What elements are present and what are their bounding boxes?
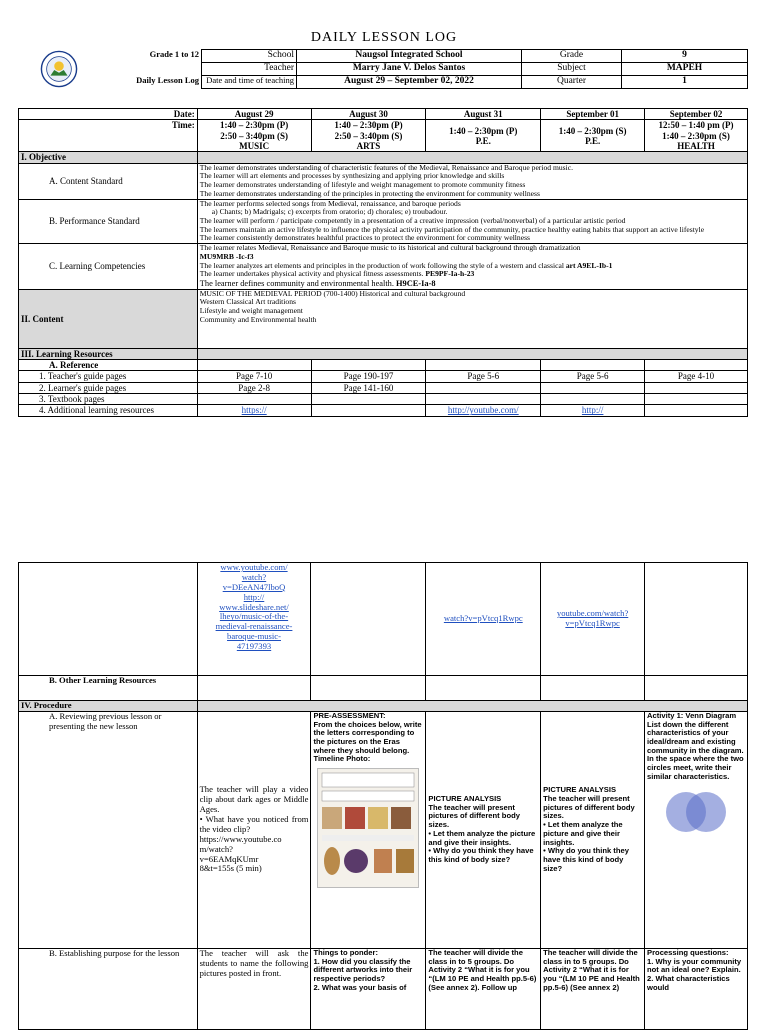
procedure-line: • Why do you think they have this kind of body size? [428,846,534,865]
procedure-a-pe1 [426,711,541,948]
lesson-log-table [18,108,748,417]
links-cell [197,563,311,676]
resource-row-label: 3. Textbook pages [19,394,198,405]
resource-cell [541,382,645,393]
learning-competencies-text [197,244,747,290]
procedure-line: 1. Why is your community not an ideal one? Explain. [647,956,742,975]
competency-code: H9CE-Ia-8 [396,279,436,289]
standard-line: The learner will perform / participate competently in a presentation of a creative impression (verbal/nonverbal) of a particular artistic period [199,216,626,226]
resource-cell: Page 7-10 [197,371,311,382]
procedure-line: The teacher will present pictures of different body sizes. [428,802,520,830]
timeline-photo-image [317,768,419,888]
log-label: Daily Lesson Log [82,76,202,89]
resource-link[interactable]: www.youtube.com/ [220,562,288,572]
day-time-cell [645,120,748,152]
procedure-b-pe2: The teacher will divide the class in to 5 groups. Do Activity 2 “What it is for you “(LM 10 PE and Health pp.5-6) (See annex 2) [541,948,645,1029]
day-time-cell [426,120,541,152]
subject-value: MAPEH [622,63,748,76]
content-line: Western Classical Art traditions [199,297,296,307]
performance-standard-label: B. Performance Standard [19,199,198,244]
competency-line: The learner undertakes physical activity and physical fitness assessments. [199,269,424,279]
teacher-value: Marry Jane V. Delos Santos [297,63,522,76]
section-content: II. Content [19,289,198,348]
procedure-a-music [197,711,311,948]
quarter-label: Quarter [522,76,622,89]
grade-value: 9 [622,50,748,63]
day-time: 1:40 – 2:30pm (S) [558,125,627,136]
resource-link[interactable]: v=DEeAN47lboQ [222,581,286,592]
subject-label: Subject [522,63,622,76]
day-date: September 02 [645,109,748,120]
day-time: 1:40 – 2:30pm (S) [662,130,730,141]
resource-cell: Page 5-6 [541,371,645,382]
time-row-label: Time: [19,120,198,152]
procedure-line: • What have you noticed from the video clip? [199,814,309,834]
day-time: 2:50 – 3:40pm (S) [334,130,403,141]
resource-link[interactable]: 47197393 [236,641,272,651]
standard-line: The learner demonstrates understanding of lifestyle and weight management to promote community fitness [199,180,526,190]
procedure-b-music: The teacher will ask the students to name the following pictures posted in front. [197,948,311,1029]
header-table [18,49,748,89]
procedure-line: PRE-ASSESSMENT: [313,710,386,720]
resource-link[interactable]: watch? [241,571,267,582]
quarter-value: 1 [622,76,748,89]
resource-link[interactable]: http:// [581,405,604,416]
procedure-line: • Let them analyze the picture and give their insights. [428,828,536,847]
day-date: August 30 [311,109,426,120]
section-objective: I. Objective [19,152,198,163]
resource-row-label: 1. Teacher's guide pages [19,371,198,382]
procedure-line: 1. How did you classify the different artworks into their respective periods? [313,956,413,984]
standard-line: The learners maintain an active lifestyle to influence the physical activity participation of the community, practice healthy eating habits that support an active lifestyle [199,224,705,234]
school-label: School [202,50,297,63]
venn-diagram-image [656,788,736,838]
procedure-line: Things to ponder: [313,947,378,957]
procedure-line: PICTURE ANALYSIS [543,785,617,795]
procedure-b-pe1: The teacher will divide the class in to 5 groups. Do Activity 2 “What it is for you “(LM 10 PE and Health pp.5-6) (See annex 2). Follow up [426,948,541,1029]
other-resources-label: B. Other Learning Resources [19,676,198,701]
standard-line: The learner will art elements and processes by synthesizing and applying prior knowledge and skills [199,171,505,181]
resource-row-label: 2. Learner's guide pages [19,382,198,393]
resource-link[interactable]: https:// [241,405,267,416]
day-time: 2:50 – 3:40pm (S) [220,130,289,141]
resource-link[interactable]: lheyo/music-of-the- [219,611,289,622]
day-subject: P.E. [475,135,491,146]
grade-label: Grade [522,50,622,63]
competency-line: The learner relates Medieval, Renaissance and Baroque music to its historical and cultural background through dramatization [199,243,581,253]
content-line: MUSIC OF THE MEDIEVAL PERIOD (700-1400) Historical and cultural background [199,288,466,298]
resource-cell: Page 2-8 [197,382,311,393]
day-time: 1:40 – 2:30pm (P) [449,125,518,136]
day-subject: HEALTH [677,141,715,152]
resource-link[interactable]: v=pVtcq1Rwpc [565,618,620,628]
day-date: August 31 [426,109,541,120]
resource-link[interactable]: medieval-renaissance- [215,621,293,632]
resource-cell [645,382,748,393]
procedure-line: 2. What was your basis of [313,982,407,992]
content-text [197,289,747,348]
procedure-line: 8&t=155s (5 min) [199,863,262,874]
competency-line: The learner defines community and environmental health. [199,279,394,289]
grade-range: Grade 1 to 12 [149,48,199,59]
standard-line: The learner consistently demonstrates healthful practices to protect the environment for community wellness [199,233,530,243]
day-time-cell [541,120,645,152]
resource-link[interactable]: www.slideshare.net/ [219,601,289,612]
day-date: September 01 [541,109,645,120]
day-time: 12:50 – 1:40 pm (P) [658,120,734,131]
standard-line: The learner demonstrates understanding of the principles in protecting the environment for community wellness [199,188,540,198]
time-label: Date and time of teaching [202,76,297,89]
lesson-log-table-continued [18,562,748,1030]
resource-cell: Page 4-10 [645,371,748,382]
time-value: August 29 – September 02, 2022 [297,76,522,89]
reference-label: A. Reference [19,360,198,371]
procedure-line: v=6EAMqKUmr [199,853,259,864]
procedure-line: Activity 1: Venn Diagram [647,710,737,720]
procedure-line: • Why do you think they have this kind of body size? [543,846,629,873]
learning-competencies-label: C. Learning Competencies [19,244,198,290]
day-subject: MUSIC [239,141,270,152]
standard-line: a) Chants; b) Madrigals; c) excerpts from oratorio; d) chorales; e) troubadour. [211,207,448,217]
procedure-line: m/watch? [199,843,233,854]
day-subject: P.E. [585,135,601,146]
competency-code: art A9EL-Ib-1 [565,260,613,270]
resource-cell: Page 190-197 [311,371,426,382]
competency-code: PE9PF-Ia-h-23 [425,269,475,279]
procedure-line: From the choices below, write the letters corresponding to the pictures on the Eras where they should belong. Timeline Photo: [313,719,422,764]
procedure-a-arts [311,711,426,948]
content-standard-text [197,163,747,199]
performance-standard-text [197,199,747,244]
procedure-b-health [645,948,748,1029]
procedure-line: PICTURE ANALYSIS [428,794,502,803]
procedure-line: The teacher will play a video clip about dark ages or Middle Ages. [199,784,309,815]
content-line: Lifestyle and weight management [199,306,303,316]
resource-link[interactable]: baroque-music- [227,631,281,642]
competency-line: The learner analyzes art elements and principles in the production of work following the style of a western and classical [199,260,564,270]
procedure-line: 2. What characteristics would [647,974,730,992]
resource-link[interactable]: http:// [243,591,265,602]
procedure-a-pe2 [541,711,645,948]
procedure-line: List down the different characteristics of your ideal/dream and existing community in the diagram. In the space where the two circles meet, write their similar characteristics. [647,719,744,781]
procedure-a-health [645,711,748,948]
standard-line: The learner performs selected songs from Medieval, renaissance, and baroque periods [199,198,461,208]
resource-link[interactable]: watch?v=pVtcq1Rwpc [443,613,523,624]
day-subject: ARTS [356,141,381,152]
day-time: 1:40 – 2:30pm (P) [220,120,289,131]
resource-cell: Page 141-160 [311,382,426,393]
procedure-line: https://www.youtube.co [199,833,282,844]
content-standard-label: A. Content Standard [19,163,198,199]
procedure-line: The teacher will present pictures of different body sizes. [543,794,635,821]
procedure-a-label: A. Reviewing previous lesson or presenting the new lesson [19,711,198,948]
procedure-b-label: B. Establishing purpose for the lesson [19,948,198,1029]
day-date: August 29 [197,109,311,120]
section-procedure: IV. Procedure [19,701,198,712]
content-line: Community and Environmental health [199,314,317,324]
resource-cell [426,382,541,393]
document-title: DAILY LESSON LOG [310,30,458,45]
date-label: Date: [19,109,198,120]
resource-cell: Page 5-6 [426,371,541,382]
day-time-cell [311,120,426,152]
standard-line: The learner demonstrates understanding of characteristic features of the Medieval, Renaissance and Baroque period music. [199,162,573,172]
competency-code: MU9MRB -Ic-f3 [199,251,254,261]
day-time-cell [197,120,311,152]
school-value: Naugsol Integrated School [297,50,522,63]
resource-link[interactable]: http://youtube.com/ [447,405,519,416]
procedure-line: Processing questions: [647,947,729,957]
procedure-b-arts [311,948,426,1029]
day-time: 1:40 – 2:30pm (P) [334,120,403,131]
resource-row-label: 4. Additional learning resources [19,405,198,416]
procedure-line: • Let them analyze the picture and give their insights. [543,820,623,847]
resource-link[interactable]: youtube.com/watch? [556,608,629,619]
teacher-label: Teacher [202,63,297,76]
section-learning-resources: III. Learning Resources [19,348,198,359]
